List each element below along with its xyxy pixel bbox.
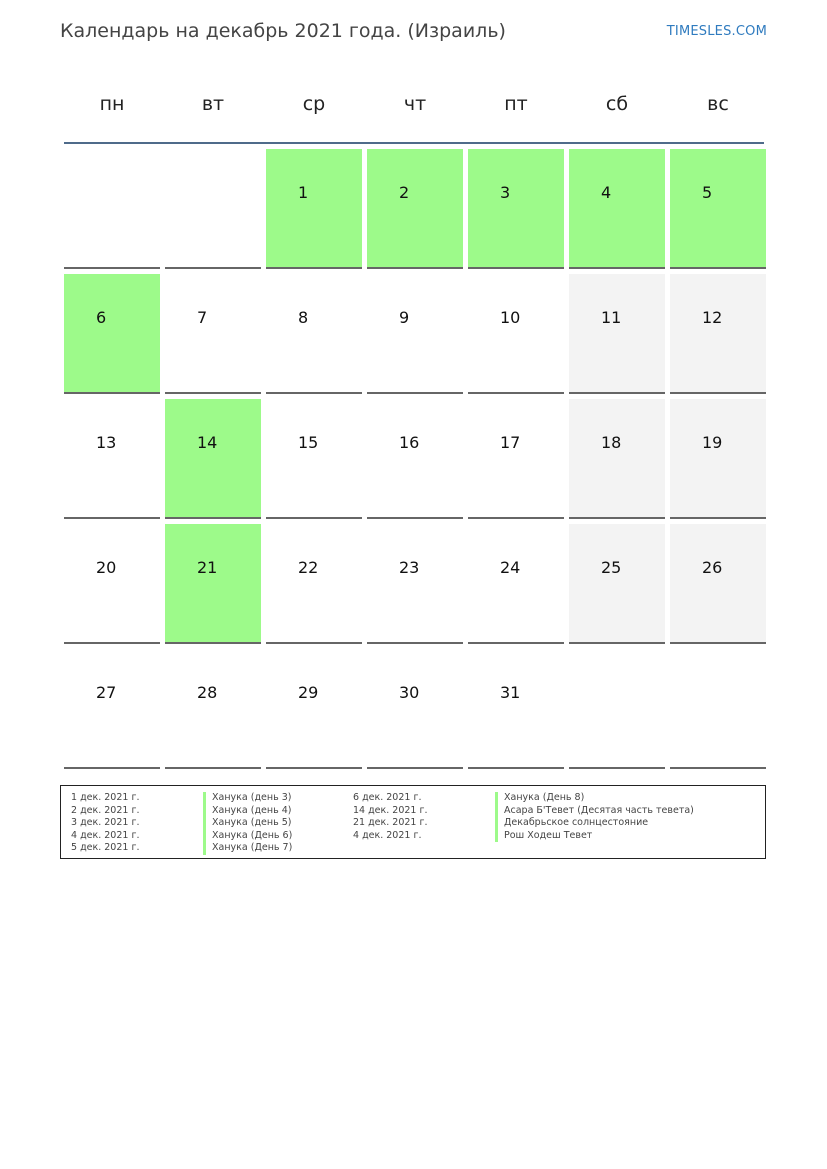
legend-holiday-name: Ханука (День 6) bbox=[203, 830, 292, 843]
day-number: 6 bbox=[96, 308, 107, 327]
day-cell bbox=[670, 399, 766, 519]
legend-holiday-name: Рош Ходеш Тевет bbox=[495, 830, 694, 843]
day-cell bbox=[670, 149, 766, 269]
day-number: 4 bbox=[601, 183, 612, 202]
day-cell bbox=[670, 524, 766, 644]
day-cell bbox=[266, 524, 362, 644]
day-number: 29 bbox=[298, 683, 319, 702]
legend-date: 4 дек. 2021 г. bbox=[71, 829, 140, 841]
weekday-label: пт bbox=[504, 93, 528, 115]
legend-holiday-name: Ханука (День 8) bbox=[495, 792, 694, 805]
day-number: 3 bbox=[500, 183, 511, 202]
day-cell bbox=[64, 524, 160, 644]
day-number: 14 bbox=[197, 433, 218, 452]
day-number: 1 bbox=[298, 183, 309, 202]
day-number: 13 bbox=[96, 433, 117, 452]
legend-names-column bbox=[203, 792, 292, 855]
day-cell bbox=[569, 149, 665, 269]
day-cell bbox=[468, 524, 564, 644]
day-cell bbox=[165, 649, 261, 769]
weekday-label: чт bbox=[403, 93, 427, 115]
legend-date: 5 дек. 2021 г. bbox=[71, 842, 140, 853]
legend-holiday-name: Декабрьское солнцестояние bbox=[495, 817, 694, 830]
day-cell bbox=[64, 274, 160, 394]
legend-holiday-name: Ханука (день 4) bbox=[203, 805, 292, 818]
empty-day-cell bbox=[569, 649, 665, 769]
empty-day-cell bbox=[165, 149, 261, 269]
day-number: 23 bbox=[399, 558, 420, 577]
empty-day-cell bbox=[64, 149, 160, 269]
legend-holiday-name: Ханука (День 7) bbox=[203, 842, 292, 855]
day-number: 17 bbox=[500, 433, 521, 452]
legend-date: 14 дек. 2021 г. bbox=[353, 804, 428, 816]
day-cell bbox=[569, 274, 665, 394]
day-cell bbox=[468, 274, 564, 394]
day-number: 5 bbox=[702, 183, 713, 202]
day-cell bbox=[468, 649, 564, 769]
day-cell bbox=[64, 649, 160, 769]
day-grid bbox=[64, 149, 764, 769]
legend-date: 4 дек. 2021 г. bbox=[353, 829, 422, 841]
day-cell bbox=[468, 399, 564, 519]
day-cell bbox=[569, 524, 665, 644]
day-number: 30 bbox=[399, 683, 420, 702]
day-cell bbox=[569, 399, 665, 519]
day-cell bbox=[165, 399, 261, 519]
day-number: 15 bbox=[298, 433, 319, 452]
legend-dates-column bbox=[71, 792, 139, 855]
legend-date: 6 дек. 2021 г. bbox=[353, 792, 422, 803]
day-number: 16 bbox=[399, 433, 420, 452]
weekday-label: вс bbox=[707, 93, 729, 115]
day-number: 11 bbox=[601, 308, 622, 327]
empty-day-cell bbox=[670, 649, 766, 769]
day-cell bbox=[64, 399, 160, 519]
legend-date: 2 дек. 2021 г. bbox=[71, 804, 140, 816]
day-cell bbox=[367, 274, 463, 394]
day-cell bbox=[367, 149, 463, 269]
day-number: 9 bbox=[399, 308, 410, 327]
legend-holiday-name: Асара Б'Тевет (Десятая часть тевета) bbox=[495, 805, 694, 818]
weekday-label: ср bbox=[302, 93, 326, 115]
legend-dates-column bbox=[353, 792, 428, 842]
day-number: 2 bbox=[399, 183, 410, 202]
brand-link[interactable]: TIMESLES.COM bbox=[666, 24, 767, 39]
day-cell bbox=[165, 274, 261, 394]
day-number: 10 bbox=[500, 308, 521, 327]
legend-date: 21 дек. 2021 г. bbox=[353, 817, 428, 828]
day-number: 19 bbox=[702, 433, 723, 452]
day-cell bbox=[670, 274, 766, 394]
day-cell bbox=[468, 149, 564, 269]
day-number: 27 bbox=[96, 683, 117, 702]
day-cell bbox=[367, 524, 463, 644]
holiday-legend bbox=[60, 785, 766, 859]
weekday-label: сб bbox=[605, 93, 629, 115]
calendar bbox=[64, 78, 764, 769]
day-number: 12 bbox=[702, 308, 723, 327]
day-number: 24 bbox=[500, 558, 521, 577]
day-number: 25 bbox=[601, 558, 622, 577]
day-number: 8 bbox=[298, 308, 309, 327]
weekday-label: вт bbox=[201, 93, 225, 115]
day-number: 20 bbox=[96, 558, 117, 577]
day-cell bbox=[266, 399, 362, 519]
page-title: Календарь на декабрь 2021 года. (Израиль) bbox=[60, 20, 506, 42]
legend-names-column bbox=[495, 792, 694, 842]
day-cell bbox=[266, 149, 362, 269]
legend-date: 1 дек. 2021 г. bbox=[71, 792, 140, 803]
day-number: 21 bbox=[197, 558, 218, 577]
day-number: 28 bbox=[197, 683, 218, 702]
day-cell bbox=[367, 399, 463, 519]
weekday-label: пн bbox=[99, 93, 125, 115]
header-divider bbox=[64, 142, 764, 144]
day-number: 31 bbox=[500, 683, 521, 702]
day-number: 7 bbox=[197, 308, 208, 327]
legend-date: 3 дек. 2021 г. bbox=[71, 817, 140, 828]
weekday-header bbox=[64, 78, 764, 142]
day-number: 26 bbox=[702, 558, 723, 577]
day-cell bbox=[165, 524, 261, 644]
day-cell bbox=[266, 649, 362, 769]
legend-holiday-name: Ханука (день 3) bbox=[203, 792, 292, 805]
legend-holiday-name: Ханука (день 5) bbox=[203, 817, 292, 830]
day-number: 22 bbox=[298, 558, 319, 577]
day-number: 18 bbox=[601, 433, 622, 452]
day-cell bbox=[367, 649, 463, 769]
day-cell bbox=[266, 274, 362, 394]
